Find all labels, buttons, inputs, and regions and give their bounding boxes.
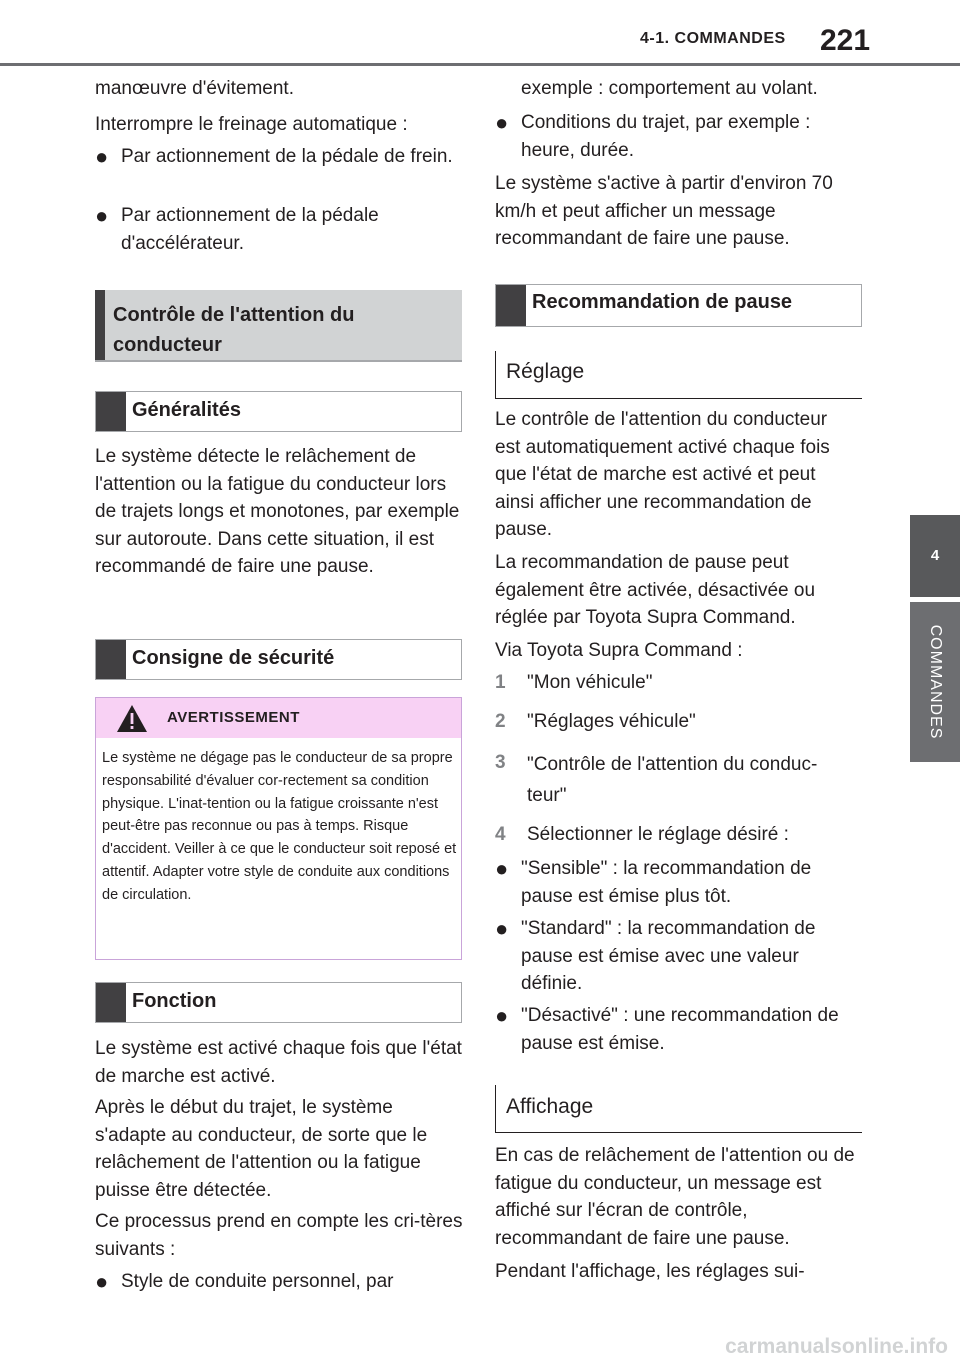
via-text: Via Toyota Supra Command : bbox=[495, 640, 743, 661]
warning-title: AVERTISSEMENT bbox=[167, 709, 300, 726]
safety-heading: Consigne de sécurité bbox=[132, 647, 335, 669]
pause-heading: Recommandation de pause bbox=[532, 291, 793, 313]
function-text-2: Après le début du trajet, le système s'adapte au conducteur, de sorte que le relâchement de l'attention ou la fatigue puisse être détectée. bbox=[95, 1097, 428, 1201]
warning-box bbox=[95, 697, 462, 960]
function-text-1: Le système est activé chaque fois que l'état de marche est activé. bbox=[95, 1038, 462, 1087]
watermark: carmanualsonline.info bbox=[725, 1335, 948, 1358]
display-text-1: En cas de relâchement de l'attention ou de fatigue du conducteur, un message est affiché sur l'écran de contrôle, recommandant de faire une pause. bbox=[495, 1145, 855, 1249]
general-text: Le système détecte le relâchement de l'attention ou la fatigue du conducteur lors de trajets longs et monotones, par exemple sur autoroute. Dans cette situation, il est recommandé de faire une pause. bbox=[95, 446, 460, 577]
main-heading-box bbox=[95, 290, 462, 362]
intro-text-2: Interrompre le freinage automatique : bbox=[95, 114, 408, 135]
chapter-tab-label: COMMANDES bbox=[927, 624, 944, 740]
bullet-icon: ● bbox=[495, 1003, 509, 1028]
setting-text-1: Le contrôle de l'attention du conducteur est automatiquement activé chaque fois que l'état de marche est activé et peut ainsi afficher une recommandation de pause. bbox=[495, 409, 830, 540]
general-heading-box bbox=[95, 391, 462, 432]
pause-heading-box bbox=[495, 284, 862, 327]
function-heading: Fonction bbox=[132, 990, 217, 1012]
warning-text: Le système ne dégage pas le conducteur de sa propre responsabilité d'évaluer cor-rectement sa condition physique. L'inat-tention ou la fatigue croissante n'est peut-être pas reconnue ou pas à temps. Risque d'accident. Veiller à ce que le conducteur soit reposé et attentif. Adapter votre style de conduite aux conditions de circulation. bbox=[102, 750, 457, 903]
chapter-tab-number: 4 bbox=[910, 515, 960, 597]
bullet-icon: ● bbox=[495, 110, 509, 135]
setting-text-2: La recommandation de pause peut également être activée, désactivée ou réglée par Toyota Supra Command. bbox=[495, 552, 816, 628]
header-rule bbox=[0, 63, 960, 66]
warning-triangle-icon bbox=[116, 704, 148, 733]
display-heading-box bbox=[495, 1085, 862, 1133]
setting-heading: Réglage bbox=[506, 360, 585, 383]
intro-text-1: manœuvre d'évitement. bbox=[95, 78, 294, 99]
bullet-icon: ● bbox=[95, 1269, 109, 1294]
continued-text: exemple : comportement au volant. bbox=[521, 78, 818, 99]
display-heading: Affichage bbox=[506, 1095, 594, 1118]
function-heading-box bbox=[95, 982, 462, 1023]
chapter-tab bbox=[910, 602, 960, 762]
page-number: 221 bbox=[820, 24, 871, 57]
bullet-icon: ● bbox=[95, 144, 109, 169]
bullet-icon: ● bbox=[495, 916, 509, 941]
activation-text: Le système s'active à partir d'environ 70 km/h et peut afficher un message recommandant de faire une pause. bbox=[495, 173, 833, 249]
safety-heading-box bbox=[95, 639, 462, 680]
main-heading: Contrôle de l'attention du conducteur bbox=[113, 304, 355, 356]
display-text-2: Pendant l'affichage, les réglages sui- bbox=[495, 1261, 805, 1282]
function-text-3: Ce processus prend en compte les cri-tères suivants : bbox=[95, 1211, 463, 1260]
bullet-icon: ● bbox=[495, 856, 509, 881]
general-heading: Généralités bbox=[132, 399, 241, 421]
section-title: 4-1. COMMANDES bbox=[640, 30, 786, 47]
setting-heading-box bbox=[495, 351, 862, 399]
bullet-icon: ● bbox=[95, 203, 109, 228]
